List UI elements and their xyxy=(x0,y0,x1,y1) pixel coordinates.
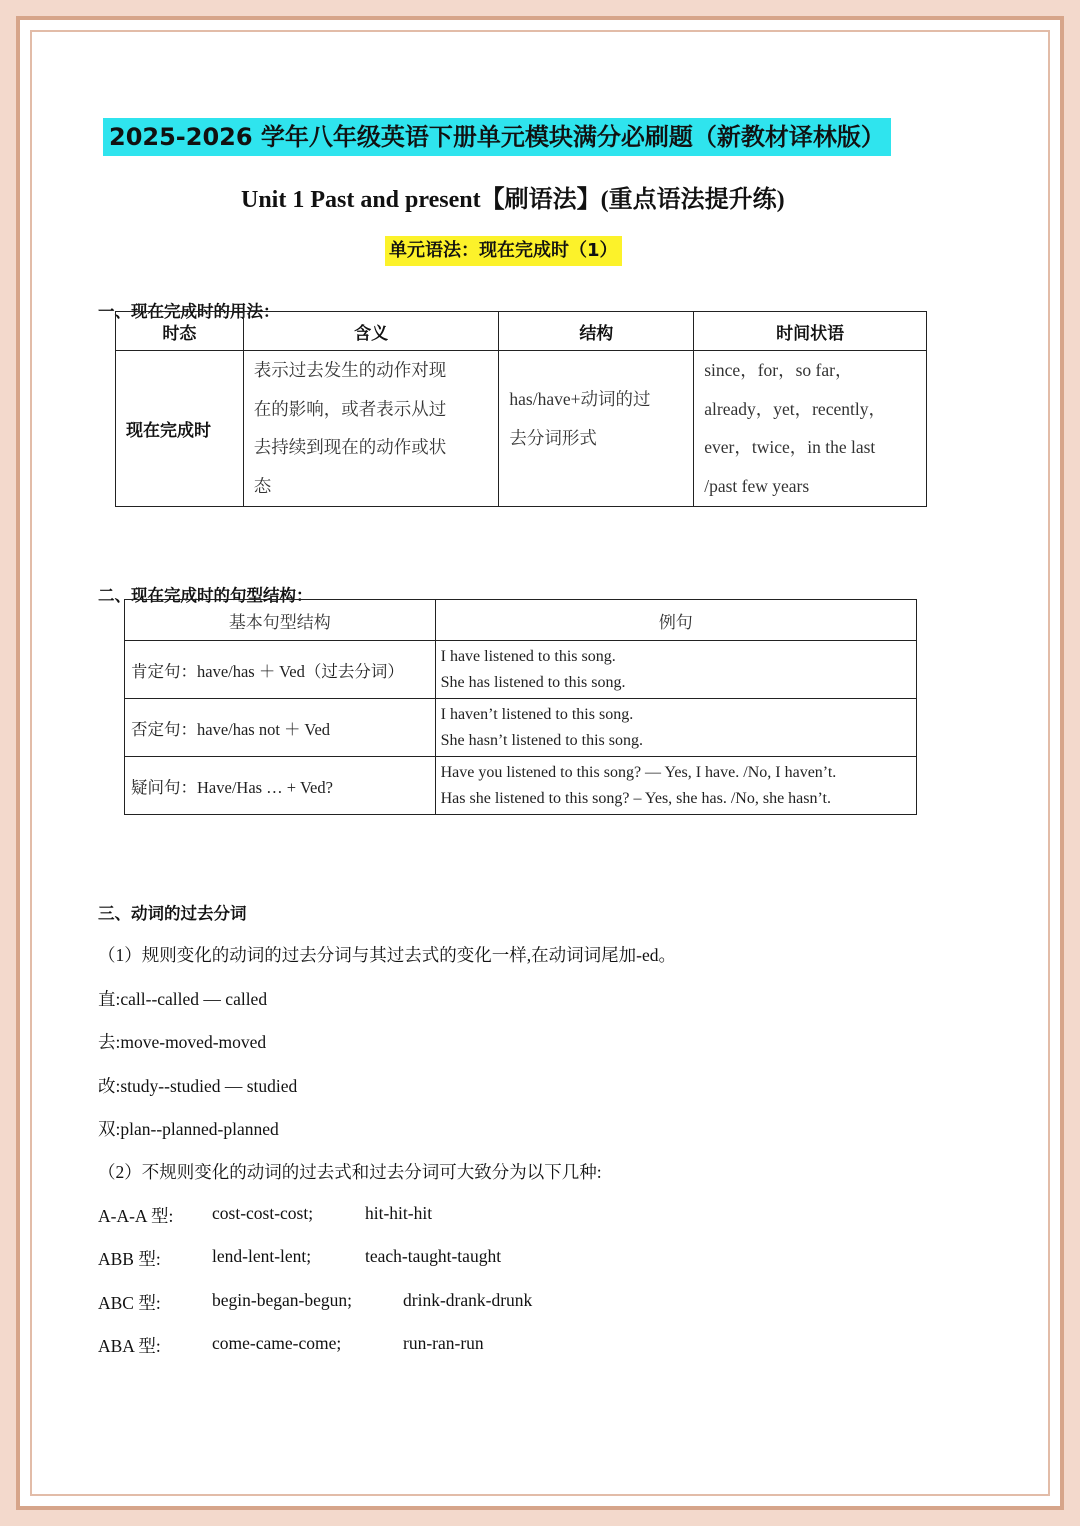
col-adverbials: 时间状语 xyxy=(694,312,927,351)
example-line: I haven’t listened to this song. xyxy=(440,705,634,723)
regular-rule: （1）规则变化的动词的过去分词与其过去式的变化一样,在动词词尾加-ed。 xyxy=(98,945,676,965)
meaning-line: 态 xyxy=(253,475,272,496)
adverbial-line: since，for，so far， xyxy=(704,360,853,380)
usage-row xyxy=(116,351,927,507)
meaning-cell xyxy=(243,351,499,507)
participles-heading: 三、动词的过去分词 xyxy=(98,904,247,923)
example-line: I have listened to this song. xyxy=(440,647,616,665)
table-row xyxy=(125,757,917,815)
adverbial-line: ever，twice，in the last xyxy=(704,437,876,457)
example-cell xyxy=(435,641,916,699)
irregular-type: ABB 型: xyxy=(98,1249,161,1269)
col-meaning: 含义 xyxy=(243,312,499,351)
irregular-example: cost-cost-cost; xyxy=(212,1203,314,1223)
pattern-question: 疑问句：Have/Has … + Ved? xyxy=(125,757,436,815)
irregular-type: ABC 型: xyxy=(98,1293,161,1313)
main-title: 2025-2026 学年八年级英语下册单元模块满分必刷题（新教材译林版） xyxy=(103,118,891,156)
irregular-rule: （2）不规则变化的动词的过去式和过去分词可大致分为以下几种: xyxy=(98,1162,602,1182)
section-title: 单元语法：现在完成时（1） xyxy=(385,236,622,266)
adverbial-line: already，yet，recently， xyxy=(704,398,886,419)
example-cell xyxy=(435,757,916,815)
irregular-type: ABA 型: xyxy=(98,1336,161,1356)
regular-example: 去:move-moved-moved xyxy=(98,1032,267,1052)
col-example: 例句 xyxy=(435,600,916,641)
example-line: Have you listened to this song? — Yes, I have. /No, I haven’t. xyxy=(440,763,837,781)
pattern-affirmative: 肯定句：have/has ＋ Ved（过去分词） xyxy=(125,641,436,699)
irregular-example: begin-began-begun; xyxy=(212,1290,352,1310)
pattern-negative: 否定句：have/has not ＋ Ved xyxy=(125,699,436,757)
table-row xyxy=(125,641,917,699)
regular-example: 改:study--studied — studied xyxy=(98,1076,298,1096)
structure-line: 去分词形式 xyxy=(509,427,597,448)
irregular-example: lend-lent-lent; xyxy=(212,1246,312,1266)
usage-header-row xyxy=(116,312,927,351)
col-tense: 时态 xyxy=(116,312,244,351)
unit-subtitle: Unit 1 Past and present【刷语法】(重点语法提升练) xyxy=(241,187,785,213)
patterns-table xyxy=(124,599,917,815)
patterns-header-row xyxy=(125,600,917,641)
example-line: She hasn’t listened to this song. xyxy=(440,731,643,749)
patterns-heading: 二、现在完成时的句型结构： xyxy=(98,586,313,605)
col-pattern: 基本句型结构 xyxy=(125,600,436,641)
example-line: She has listened to this song. xyxy=(440,673,626,691)
usage-heading: 一、现在完成时的用法： xyxy=(98,302,280,321)
usage-table xyxy=(115,311,927,507)
adverbials-cell xyxy=(694,351,927,507)
meaning-line: 在的影响，或者表示从过 xyxy=(253,398,447,419)
example-line: Has she listened to this song? – Yes, she has. /No, she hasn’t. xyxy=(440,789,831,807)
irregular-example: come-came-come; xyxy=(212,1333,342,1353)
col-structure: 结构 xyxy=(499,312,694,351)
table-row xyxy=(125,699,917,757)
irregular-example: run-ran-run xyxy=(403,1333,484,1353)
irregular-example: hit-hit-hit xyxy=(365,1203,433,1223)
tense-name: 现在完成时 xyxy=(116,351,244,507)
irregular-type: A-A-A 型: xyxy=(98,1206,174,1226)
example-cell xyxy=(435,699,916,757)
regular-example: 双:plan--planned-planned xyxy=(98,1119,279,1139)
meaning-line: 表示过去发生的动作对现 xyxy=(253,360,447,380)
adverbial-line: /past few years xyxy=(704,475,810,496)
regular-example: 直:call--called — called xyxy=(98,989,268,1009)
structure-line: has/have+动词的过 xyxy=(509,389,651,409)
meaning-line: 去持续到现在的动作或状 xyxy=(253,437,447,457)
irregular-example: drink-drank-drunk xyxy=(403,1290,533,1310)
structure-cell xyxy=(499,351,694,507)
irregular-example: teach-taught-taught xyxy=(365,1246,502,1266)
